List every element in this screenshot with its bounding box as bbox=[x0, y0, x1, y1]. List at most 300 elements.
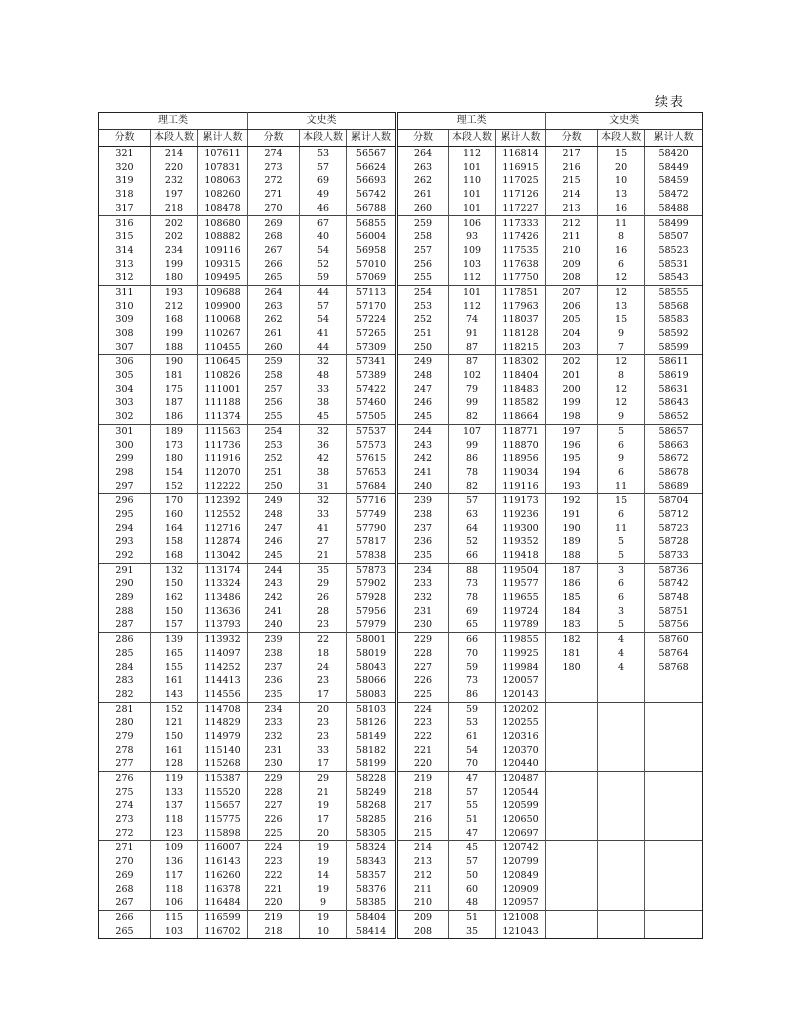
segment-count-cell: 103 bbox=[449, 258, 496, 272]
score-cell: 269 bbox=[248, 216, 300, 230]
cumulative-count-cell: 58543 bbox=[645, 271, 703, 285]
segment-count-cell: 87 bbox=[449, 355, 496, 369]
cumulative-count-cell: 113324 bbox=[198, 577, 248, 591]
segment-count-cell: 187 bbox=[151, 396, 198, 410]
cumulative-count-cell: 116915 bbox=[496, 161, 546, 175]
segment-count-cell bbox=[598, 910, 645, 924]
score-cell: 267 bbox=[99, 896, 151, 910]
cumulative-count-cell: 114708 bbox=[198, 702, 248, 716]
segment-count-cell: 17 bbox=[300, 757, 347, 771]
segment-count-cell: 57 bbox=[300, 161, 347, 175]
score-cell: 261 bbox=[397, 188, 449, 202]
cumulative-count-cell: 58182 bbox=[347, 744, 397, 758]
segment-count-cell: 33 bbox=[300, 744, 347, 758]
segment-count-cell: 180 bbox=[151, 452, 198, 466]
cumulative-count-cell: 119173 bbox=[496, 494, 546, 508]
segment-count-cell: 67 bbox=[300, 216, 347, 230]
segment-count-cell: 19 bbox=[300, 799, 347, 813]
cumulative-count-cell: 115268 bbox=[198, 757, 248, 771]
score-cell: 263 bbox=[397, 161, 449, 175]
score-cell: 276 bbox=[99, 771, 151, 785]
segment-count-cell: 16 bbox=[598, 202, 645, 216]
group-header-row bbox=[99, 113, 703, 130]
segment-count-cell bbox=[598, 786, 645, 800]
cumulative-count-cell: 58689 bbox=[645, 480, 703, 494]
cumulative-count-cell: 58385 bbox=[347, 896, 397, 910]
cumulative-count-cell: 118956 bbox=[496, 452, 546, 466]
segment-count-cell: 118 bbox=[151, 882, 198, 896]
cumulative-count-cell: 58459 bbox=[645, 174, 703, 188]
score-cell: 254 bbox=[248, 424, 300, 438]
segment-count-cell: 106 bbox=[449, 216, 496, 230]
segment-count-cell: 4 bbox=[598, 633, 645, 647]
cumulative-count-cell: 120143 bbox=[496, 688, 546, 702]
score-cell: 209 bbox=[546, 258, 598, 272]
score-cell: 238 bbox=[248, 647, 300, 661]
score-cell: 181 bbox=[546, 647, 598, 661]
score-cell: 289 bbox=[99, 591, 151, 605]
score-cell: 233 bbox=[248, 716, 300, 730]
segment-count-cell: 36 bbox=[300, 438, 347, 452]
segment-count-cell: 5 bbox=[598, 549, 645, 563]
score-cell: 210 bbox=[546, 244, 598, 258]
segment-count-cell: 189 bbox=[151, 424, 198, 438]
segment-count-cell: 173 bbox=[151, 438, 198, 452]
score-cell: 241 bbox=[397, 466, 449, 480]
segment-count-cell: 150 bbox=[151, 730, 198, 744]
score-cell bbox=[546, 744, 598, 758]
score-cell: 216 bbox=[397, 813, 449, 827]
cumulative-count-cell: 117535 bbox=[496, 244, 546, 258]
score-cell: 299 bbox=[99, 452, 151, 466]
column-header-cumulative: 累计人数 bbox=[496, 130, 546, 147]
score-cell: 188 bbox=[546, 549, 598, 563]
score-cell: 223 bbox=[248, 855, 300, 869]
score-cell: 229 bbox=[397, 633, 449, 647]
score-cell: 239 bbox=[397, 494, 449, 508]
score-cell: 307 bbox=[99, 341, 151, 355]
segment-count-cell bbox=[598, 925, 645, 939]
cumulative-count-cell: 112222 bbox=[198, 480, 248, 494]
cumulative-count-cell: 58748 bbox=[645, 591, 703, 605]
segment-count-cell: 107 bbox=[449, 424, 496, 438]
cumulative-count-cell: 57873 bbox=[347, 563, 397, 577]
cumulative-count-cell: 58531 bbox=[645, 258, 703, 272]
segment-count-cell: 42 bbox=[300, 452, 347, 466]
continued-label: 续表 bbox=[655, 95, 686, 110]
cumulative-count-cell: 120909 bbox=[496, 882, 546, 896]
segment-count-cell: 137 bbox=[151, 799, 198, 813]
cumulative-count-cell: 57069 bbox=[347, 271, 397, 285]
cumulative-count-cell: 115387 bbox=[198, 771, 248, 785]
score-cell: 234 bbox=[248, 702, 300, 716]
segment-count-cell: 53 bbox=[449, 716, 496, 730]
score-cell: 303 bbox=[99, 396, 151, 410]
cumulative-count-cell: 113042 bbox=[198, 549, 248, 563]
segment-count-cell: 29 bbox=[300, 771, 347, 785]
segment-count-cell: 32 bbox=[300, 494, 347, 508]
cumulative-count-cell: 57422 bbox=[347, 383, 397, 397]
segment-count-cell: 19 bbox=[300, 855, 347, 869]
segment-count-cell: 4 bbox=[598, 647, 645, 661]
cumulative-count-cell: 119116 bbox=[496, 480, 546, 494]
segment-count-cell: 41 bbox=[300, 522, 347, 536]
segment-count-cell: 106 bbox=[151, 896, 198, 910]
cumulative-count-cell: 58756 bbox=[645, 618, 703, 632]
score-cell: 257 bbox=[248, 383, 300, 397]
cumulative-count-cell: 117638 bbox=[496, 258, 546, 272]
segment-count-cell: 234 bbox=[151, 244, 198, 258]
cumulative-count-cell: 118302 bbox=[496, 355, 546, 369]
score-cell: 245 bbox=[248, 549, 300, 563]
segment-count-cell: 52 bbox=[300, 258, 347, 272]
segment-count-cell: 48 bbox=[300, 369, 347, 383]
cumulative-count-cell: 119925 bbox=[496, 647, 546, 661]
table-row bbox=[99, 716, 703, 730]
column-header-cumulative: 累计人数 bbox=[198, 130, 248, 147]
segment-count-cell: 150 bbox=[151, 577, 198, 591]
cumulative-count-cell: 58103 bbox=[347, 702, 397, 716]
cumulative-count-cell: 57928 bbox=[347, 591, 397, 605]
cumulative-count-cell: 111374 bbox=[198, 410, 248, 424]
score-cell: 262 bbox=[248, 313, 300, 327]
segment-count-cell: 50 bbox=[449, 869, 496, 883]
column-header-score: 分数 bbox=[248, 130, 300, 147]
segment-count-cell: 60 bbox=[449, 882, 496, 896]
segment-count-cell: 23 bbox=[300, 674, 347, 688]
segment-count-cell: 20 bbox=[598, 161, 645, 175]
table-row bbox=[99, 188, 703, 202]
score-cell: 316 bbox=[99, 216, 151, 230]
score-cell: 219 bbox=[248, 910, 300, 924]
cumulative-count-cell: 116702 bbox=[198, 925, 248, 939]
table-row bbox=[99, 438, 703, 452]
cumulative-count-cell: 119504 bbox=[496, 563, 546, 577]
table-row bbox=[99, 327, 703, 341]
segment-count-cell: 41 bbox=[300, 327, 347, 341]
segment-count-cell: 29 bbox=[300, 577, 347, 591]
segment-count-cell: 6 bbox=[598, 258, 645, 272]
cumulative-count-cell: 119855 bbox=[496, 633, 546, 647]
cumulative-count-cell: 58704 bbox=[645, 494, 703, 508]
segment-count-cell: 26 bbox=[300, 591, 347, 605]
segment-count-cell: 86 bbox=[449, 688, 496, 702]
segment-count-cell: 21 bbox=[300, 786, 347, 800]
cumulative-count-cell: 58149 bbox=[347, 730, 397, 744]
score-cell: 253 bbox=[397, 300, 449, 314]
segment-count-cell: 17 bbox=[300, 813, 347, 827]
score-cell: 273 bbox=[99, 813, 151, 827]
cumulative-count-cell: 58643 bbox=[645, 396, 703, 410]
score-cell: 196 bbox=[546, 438, 598, 452]
cumulative-count-cell: 57653 bbox=[347, 466, 397, 480]
segment-count-cell: 65 bbox=[449, 618, 496, 632]
score-cell: 217 bbox=[546, 147, 598, 161]
segment-count-cell: 51 bbox=[449, 910, 496, 924]
score-cell: 296 bbox=[99, 494, 151, 508]
segment-count-cell: 51 bbox=[449, 813, 496, 827]
table-row bbox=[99, 827, 703, 841]
cumulative-count-cell: 58449 bbox=[645, 161, 703, 175]
segment-count-cell: 53 bbox=[300, 147, 347, 161]
segment-count-cell: 101 bbox=[449, 161, 496, 175]
score-cell: 294 bbox=[99, 522, 151, 536]
cumulative-count-cell: 113174 bbox=[198, 563, 248, 577]
cumulative-count-cell: 113932 bbox=[198, 633, 248, 647]
segment-count-cell bbox=[598, 813, 645, 827]
segment-count-cell: 6 bbox=[598, 577, 645, 591]
table-row bbox=[99, 396, 703, 410]
segment-count-cell: 18 bbox=[300, 647, 347, 661]
cumulative-count-cell: 111916 bbox=[198, 452, 248, 466]
score-cell: 227 bbox=[397, 660, 449, 674]
table-row bbox=[99, 452, 703, 466]
score-cell: 265 bbox=[248, 271, 300, 285]
score-cell bbox=[546, 716, 598, 730]
score-cell: 282 bbox=[99, 688, 151, 702]
score-cell: 247 bbox=[248, 522, 300, 536]
cumulative-count-cell: 58404 bbox=[347, 910, 397, 924]
score-cell: 264 bbox=[248, 285, 300, 299]
score-cell: 266 bbox=[248, 258, 300, 272]
segment-count-cell: 11 bbox=[598, 522, 645, 536]
score-cell: 284 bbox=[99, 660, 151, 674]
segment-count-cell: 180 bbox=[151, 271, 198, 285]
score-cell: 235 bbox=[248, 688, 300, 702]
score-cell bbox=[546, 771, 598, 785]
segment-count-cell: 79 bbox=[449, 383, 496, 397]
score-cell: 252 bbox=[397, 313, 449, 327]
segment-count-cell: 61 bbox=[449, 730, 496, 744]
segment-count-cell bbox=[598, 771, 645, 785]
cumulative-count-cell: 118037 bbox=[496, 313, 546, 327]
segment-count-cell: 150 bbox=[151, 605, 198, 619]
score-cell bbox=[546, 841, 598, 855]
cumulative-count-cell: 109315 bbox=[198, 258, 248, 272]
cumulative-count-cell: 119034 bbox=[496, 466, 546, 480]
cumulative-count-cell: 56624 bbox=[347, 161, 397, 175]
score-cell: 318 bbox=[99, 188, 151, 202]
segment-count-cell: 232 bbox=[151, 174, 198, 188]
cumulative-count-cell: 109688 bbox=[198, 285, 248, 299]
segment-count-cell: 101 bbox=[449, 285, 496, 299]
segment-count-cell bbox=[598, 869, 645, 883]
score-cell: 186 bbox=[546, 577, 598, 591]
segment-count-cell: 87 bbox=[449, 341, 496, 355]
column-header-score: 分数 bbox=[546, 130, 598, 147]
score-cell: 246 bbox=[397, 396, 449, 410]
cumulative-count-cell: 116599 bbox=[198, 910, 248, 924]
score-cell bbox=[546, 688, 598, 702]
score-cell: 189 bbox=[546, 535, 598, 549]
score-cell: 205 bbox=[546, 313, 598, 327]
segment-count-cell: 52 bbox=[449, 535, 496, 549]
score-cell: 182 bbox=[546, 633, 598, 647]
segment-count-cell: 19 bbox=[300, 882, 347, 896]
score-cell: 180 bbox=[546, 660, 598, 674]
segment-count-cell: 121 bbox=[151, 716, 198, 730]
cumulative-count-cell: 56788 bbox=[347, 202, 397, 216]
cumulative-count-cell: 115898 bbox=[198, 827, 248, 841]
cumulative-count-cell: 58768 bbox=[645, 660, 703, 674]
segment-count-cell: 6 bbox=[598, 438, 645, 452]
cumulative-count-cell: 58043 bbox=[347, 660, 397, 674]
cumulative-count-cell: 120255 bbox=[496, 716, 546, 730]
score-cell: 251 bbox=[248, 466, 300, 480]
score-cell: 237 bbox=[248, 660, 300, 674]
segment-count-cell: 152 bbox=[151, 702, 198, 716]
score-cell: 248 bbox=[248, 508, 300, 522]
score-cell: 221 bbox=[248, 882, 300, 896]
table-row bbox=[99, 313, 703, 327]
cumulative-count-cell: 58568 bbox=[645, 300, 703, 314]
segment-count-cell: 123 bbox=[151, 827, 198, 841]
cumulative-count-cell: 58657 bbox=[645, 424, 703, 438]
score-cell: 238 bbox=[397, 508, 449, 522]
cumulative-count-cell: 57716 bbox=[347, 494, 397, 508]
cumulative-count-cell: 120799 bbox=[496, 855, 546, 869]
segment-count-cell: 99 bbox=[449, 396, 496, 410]
cumulative-count-cell: 57389 bbox=[347, 369, 397, 383]
score-cell: 226 bbox=[248, 813, 300, 827]
score-cell: 243 bbox=[397, 438, 449, 452]
segment-count-cell: 188 bbox=[151, 341, 198, 355]
segment-count-cell: 59 bbox=[449, 702, 496, 716]
score-cell: 208 bbox=[546, 271, 598, 285]
segment-count-cell: 49 bbox=[300, 188, 347, 202]
cumulative-count-cell: 58083 bbox=[347, 688, 397, 702]
segment-count-cell: 21 bbox=[300, 549, 347, 563]
cumulative-count-cell: 57010 bbox=[347, 258, 397, 272]
score-cell: 256 bbox=[397, 258, 449, 272]
score-cell bbox=[546, 813, 598, 827]
score-cell: 248 bbox=[397, 369, 449, 383]
segment-count-cell: 152 bbox=[151, 480, 198, 494]
segment-count-cell: 46 bbox=[300, 202, 347, 216]
score-cell: 211 bbox=[397, 882, 449, 896]
score-cell: 274 bbox=[99, 799, 151, 813]
segment-count-cell: 35 bbox=[449, 925, 496, 939]
cumulative-count-cell: 120057 bbox=[496, 674, 546, 688]
cumulative-count-cell: 58728 bbox=[645, 535, 703, 549]
cumulative-count-cell: 120742 bbox=[496, 841, 546, 855]
score-cell: 297 bbox=[99, 480, 151, 494]
segment-count-cell: 69 bbox=[300, 174, 347, 188]
table-row bbox=[99, 771, 703, 785]
table-row bbox=[99, 216, 703, 230]
cumulative-count-cell: 108478 bbox=[198, 202, 248, 216]
score-cell: 272 bbox=[248, 174, 300, 188]
segment-count-cell: 9 bbox=[598, 410, 645, 424]
segment-count-cell: 73 bbox=[449, 674, 496, 688]
cumulative-count-cell: 57537 bbox=[347, 424, 397, 438]
table-row bbox=[99, 271, 703, 285]
segment-count-cell: 220 bbox=[151, 161, 198, 175]
cumulative-count-cell: 112716 bbox=[198, 522, 248, 536]
cumulative-count-cell: 58343 bbox=[347, 855, 397, 869]
cumulative-count-cell bbox=[645, 757, 703, 771]
table-row bbox=[99, 549, 703, 563]
score-cell: 310 bbox=[99, 300, 151, 314]
cumulative-count-cell: 58592 bbox=[645, 327, 703, 341]
segment-count-cell: 9 bbox=[598, 452, 645, 466]
cumulative-count-cell: 58488 bbox=[645, 202, 703, 216]
score-cell: 242 bbox=[397, 452, 449, 466]
score-cell: 258 bbox=[248, 369, 300, 383]
score-cell: 309 bbox=[99, 313, 151, 327]
cumulative-count-cell: 114829 bbox=[198, 716, 248, 730]
score-cell: 225 bbox=[248, 827, 300, 841]
cumulative-count-cell: 112070 bbox=[198, 466, 248, 480]
score-cell: 242 bbox=[248, 591, 300, 605]
segment-count-cell: 112 bbox=[449, 147, 496, 161]
cumulative-count-cell: 117126 bbox=[496, 188, 546, 202]
score-cell: 246 bbox=[248, 535, 300, 549]
score-cell: 235 bbox=[397, 549, 449, 563]
score-cell: 319 bbox=[99, 174, 151, 188]
score-cell: 222 bbox=[248, 869, 300, 883]
score-cell: 317 bbox=[99, 202, 151, 216]
segment-count-cell: 54 bbox=[449, 744, 496, 758]
cumulative-count-cell bbox=[645, 910, 703, 924]
segment-count-cell: 132 bbox=[151, 563, 198, 577]
segment-count-cell bbox=[598, 841, 645, 855]
cumulative-count-cell: 56004 bbox=[347, 230, 397, 244]
cumulative-count-cell: 58555 bbox=[645, 285, 703, 299]
cumulative-count-cell: 118664 bbox=[496, 410, 546, 424]
segment-count-cell: 136 bbox=[151, 855, 198, 869]
score-cell: 214 bbox=[546, 188, 598, 202]
score-cell: 249 bbox=[248, 494, 300, 508]
table-row bbox=[99, 341, 703, 355]
cumulative-count-cell: 58126 bbox=[347, 716, 397, 730]
cumulative-count-cell bbox=[645, 730, 703, 744]
score-cell: 214 bbox=[397, 841, 449, 855]
score-cell: 208 bbox=[397, 925, 449, 939]
segment-count-cell: 15 bbox=[598, 147, 645, 161]
segment-count-cell: 175 bbox=[151, 383, 198, 397]
cumulative-count-cell: 112392 bbox=[198, 494, 248, 508]
table-row bbox=[99, 896, 703, 910]
score-cell: 270 bbox=[99, 855, 151, 869]
cumulative-count-cell: 120650 bbox=[496, 813, 546, 827]
cumulative-count-cell: 58733 bbox=[645, 549, 703, 563]
score-cell: 219 bbox=[397, 771, 449, 785]
segment-count-cell: 57 bbox=[449, 855, 496, 869]
segment-count-cell: 5 bbox=[598, 424, 645, 438]
segment-count-cell: 40 bbox=[300, 230, 347, 244]
table-row bbox=[99, 869, 703, 883]
cumulative-count-cell: 56742 bbox=[347, 188, 397, 202]
score-cell bbox=[546, 799, 598, 813]
segment-count-cell: 186 bbox=[151, 410, 198, 424]
table-body bbox=[99, 147, 703, 939]
score-cell: 185 bbox=[546, 591, 598, 605]
cumulative-count-cell: 120544 bbox=[496, 786, 546, 800]
segment-count-cell: 44 bbox=[300, 285, 347, 299]
score-cell: 236 bbox=[397, 535, 449, 549]
segment-count-cell: 45 bbox=[449, 841, 496, 855]
score-cell: 270 bbox=[248, 202, 300, 216]
segment-count-cell: 32 bbox=[300, 355, 347, 369]
segment-count-cell: 202 bbox=[151, 216, 198, 230]
table-row bbox=[99, 841, 703, 855]
cumulative-count-cell: 57956 bbox=[347, 605, 397, 619]
cumulative-count-cell: 113636 bbox=[198, 605, 248, 619]
cumulative-count-cell: 108260 bbox=[198, 188, 248, 202]
table-row bbox=[99, 285, 703, 299]
cumulative-count-cell: 58760 bbox=[645, 633, 703, 647]
